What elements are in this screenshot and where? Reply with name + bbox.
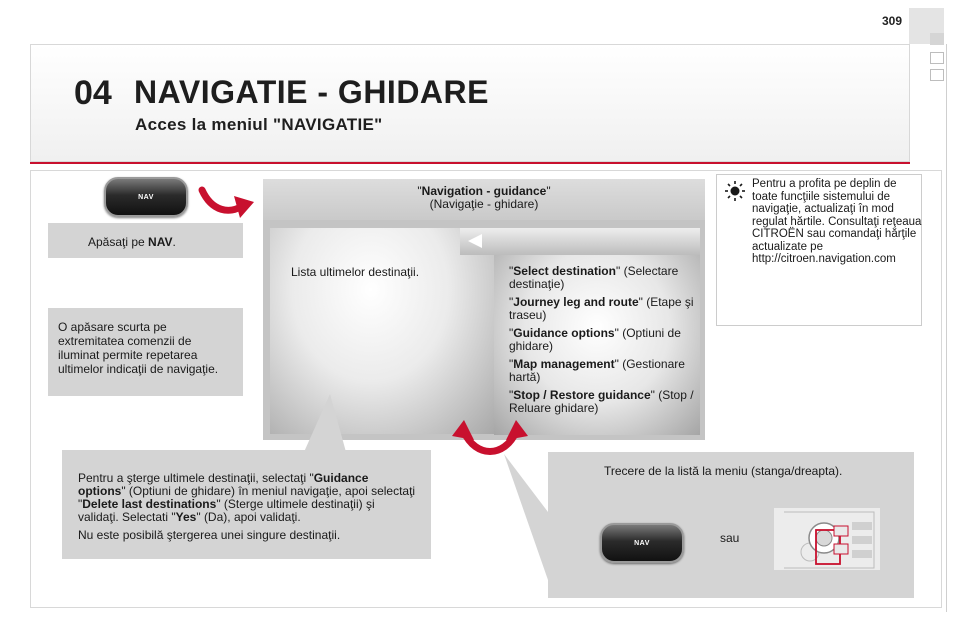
section-marker [930,33,944,45]
callout-pointer [500,452,550,582]
screen-header [263,179,705,221]
section-marker [930,52,944,64]
menu-item-translation: (Optiuni de ghidare) [509,326,681,353]
menu-item-bold: Journey leg and route [513,295,639,309]
delete-instructions [78,472,417,524]
nav-button[interactable] [104,177,188,217]
arrow-right-icon [196,182,258,224]
menu-item-map-management[interactable]: "Map management" (Gestionare hartă) [509,357,685,384]
header-rule [30,162,910,164]
screen-title-bold: Navigation - guidance [421,184,547,198]
page-title: NAVIGATIE - GHIDARE [134,74,489,110]
page-number: 309 [881,14,902,28]
press-nav-keyword: NAV [148,235,173,249]
sun-icon [724,180,746,202]
menu-item-stop-restore[interactable]: "Stop / Restore guidance" (Stop / Reluare ghidare) [509,388,694,415]
info-text: Pentru a profita pe deplin de toate funcţiile sistemului de navigaţie, actualizaţi în mod regulat hărtile. Consultaţi reţeaua CITROËN sau comandaţi hărţile actualizate pe http://citroen.navigation.com [752,178,922,265]
menu-item-bold: Select destination [513,264,616,278]
menu-item-bold: Stop / Restore guidance [513,388,651,402]
menu-item-translation: (Gestionare hartă) [509,357,685,384]
section-marker [930,69,944,81]
back-tab[interactable] [460,228,700,255]
nav-button-label: NAV [138,193,154,201]
text-segment: " (Sterge ultimele destinaţii) şi validaţi. Selectati " [78,497,375,524]
menu-item-translation: (Stop / Reluare ghidare) [509,388,694,415]
menu-item-bold: Guidance options [513,326,615,340]
callout-pointer [290,392,350,454]
screen-title: "Navigation - guidance" [417,184,551,198]
text-keyword: Guidance options [78,471,369,498]
menu-item-guidance-options[interactable]: "Guidance options" (Optiuni de ghidare) [509,326,681,353]
page-subtitle: Acces la meniul "NAVIGATIE" [135,115,383,134]
screen-title-translation: (Navigaţie - ghidare) [429,197,539,211]
chapter-number: 04 [74,74,112,112]
nav-button-label: NAV [634,539,650,547]
nav-menu-list [509,265,695,420]
nav-button-small[interactable] [600,523,684,563]
delete-destinations-box [62,450,431,559]
press-nav-suffix: . [172,235,176,249]
menu-item-journey-leg[interactable]: "Journey leg and route" (Etape şi traseu) [509,295,694,322]
short-press-box [48,308,243,396]
short-press-text: O apăsare scurta pe extremitatea comenzii de iluminat permite repetarea ultimelor indicaţii de navigaţie. [58,320,219,376]
margin-rule [946,44,947,612]
text-keyword: Yes [175,510,197,524]
text-keyword: Delete last destinations [82,497,217,511]
menu-item-translation: (Etape şi traseu) [509,295,694,322]
steering-control-icon [774,508,880,570]
menu-item-translation: (Selectare destinaţie) [509,264,679,291]
text-segment: " (Optiuni de ghidare) în meniul navigaţie, apoi selectaţi " [78,484,416,511]
menu-item-select-destination[interactable]: "Select destination" (Selectare destinaţie) [509,264,679,291]
delete-note: Nu este posibilă ştergerea unei singure destinaţii. [78,528,341,542]
back-arrow-icon[interactable] [466,232,486,250]
last-destinations-label: Lista ultimelor destinaţii. [291,265,420,279]
switch-text: Trecere de la listă la meniu (stanga/dreapta). [604,464,843,478]
press-nav-text: Apăsaţi pe [88,235,149,249]
menu-item-bold: Map management [513,357,615,371]
or-label: sau [720,531,740,545]
text-segment: Pentru a şterge ultimele destinaţii, selectaţi " [78,471,314,485]
press-nav-box [48,223,243,258]
text-segment: " (Da), apoi validaţi. [196,510,301,524]
